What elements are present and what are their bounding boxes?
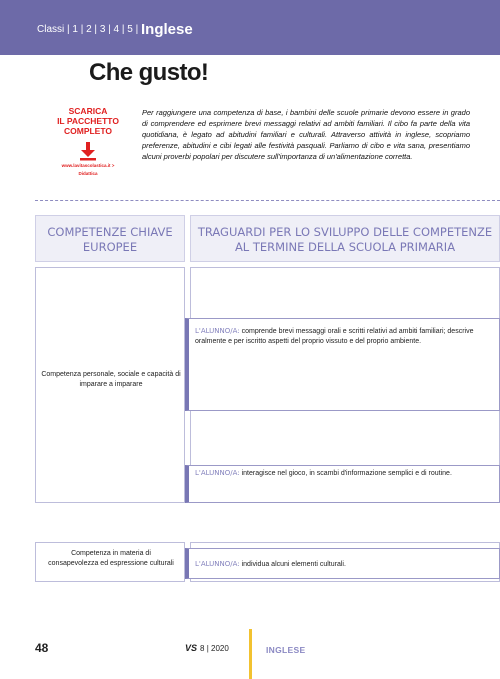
magazine-logo: VS	[185, 643, 198, 653]
section-divider	[35, 200, 500, 201]
pupil-tag: L'ALUNNO/A:	[195, 560, 240, 568]
issue-number: 8 | 2020	[200, 644, 229, 653]
page-header-band	[0, 0, 500, 55]
goal-2-text: interagisce nel gioco, in scambi d'informazione semplici e di routine.	[241, 470, 452, 477]
website-section: Didattica	[78, 171, 98, 176]
goal-box-1	[185, 318, 500, 411]
magazine-issue	[185, 643, 229, 653]
competence-cell-2	[35, 542, 185, 582]
download-line-2: IL PACCHETTO	[57, 116, 119, 126]
intro-paragraph: Per raggiungere una competenza di base, i bambini delle scuole primarie devono essere in grado di comprendere ed esprimere brevi messaggi relativi ad ambiti familiari. Il cibo fa parte della vita quotidiana, è legato ad abitudini familiari e culturali. Attraverso attività in inglese, scopriamo preferenze, abitudini e cibi legati alle festività pasquali. Parliamo di cibo e vita sana, presentiamo alcuni proverbi popolari per discutere sull'importanza di un'alimentazione corretta.	[142, 108, 470, 161]
competence-2-text: Competenza in materia di consapevolezza ed espressione culturali	[48, 550, 174, 567]
page-title: Che gusto!	[89, 59, 209, 86]
download-package-link[interactable]	[44, 106, 132, 177]
website-link[interactable]: www.lavitascolastica.it >	[61, 163, 115, 168]
subject-heading: Inglese	[141, 21, 193, 38]
goal-box-3	[185, 548, 500, 579]
goal-3	[195, 560, 485, 570]
competence-cell-1	[35, 267, 185, 503]
download-line-1: SCARICA	[68, 106, 108, 116]
download-line-3: COMPLETO	[63, 126, 112, 136]
pupil-tag: L'ALUNNO/A:	[195, 469, 240, 477]
column-header-competences: COMPETENZE CHIAVE EUROPEE	[35, 215, 185, 262]
goal-1-text: comprende brevi messaggi orali e scritti relativi ad ambiti familiari; descrive oralmente e per iscritto aspetti del proprio vissuto e del proprio ambiente.	[195, 328, 474, 345]
goal-box-2	[185, 465, 500, 503]
competence-1-text: Competenza personale, sociale e capacità di imparare a imparare	[41, 371, 181, 388]
footer-divider	[249, 629, 252, 679]
pupil-tag: L'ALUNNO/A:	[195, 327, 240, 335]
download-arrow-icon	[78, 141, 98, 161]
page-number: 48	[35, 641, 49, 655]
footer-subject: INGLESE	[266, 645, 306, 655]
column-header-goals: TRAGUARDI PER LO SVILUPPO DELLE COMPETENZE AL TERMINE DELLA SCUOLA PRIMARIA	[190, 215, 500, 262]
goal-3-text: individua alcuni elementi culturali.	[241, 561, 346, 568]
grade-levels: Classi | 1 | 2 | 3 | 4 | 5 |	[37, 24, 139, 35]
goal-1	[195, 327, 485, 346]
goal-2	[195, 469, 475, 479]
